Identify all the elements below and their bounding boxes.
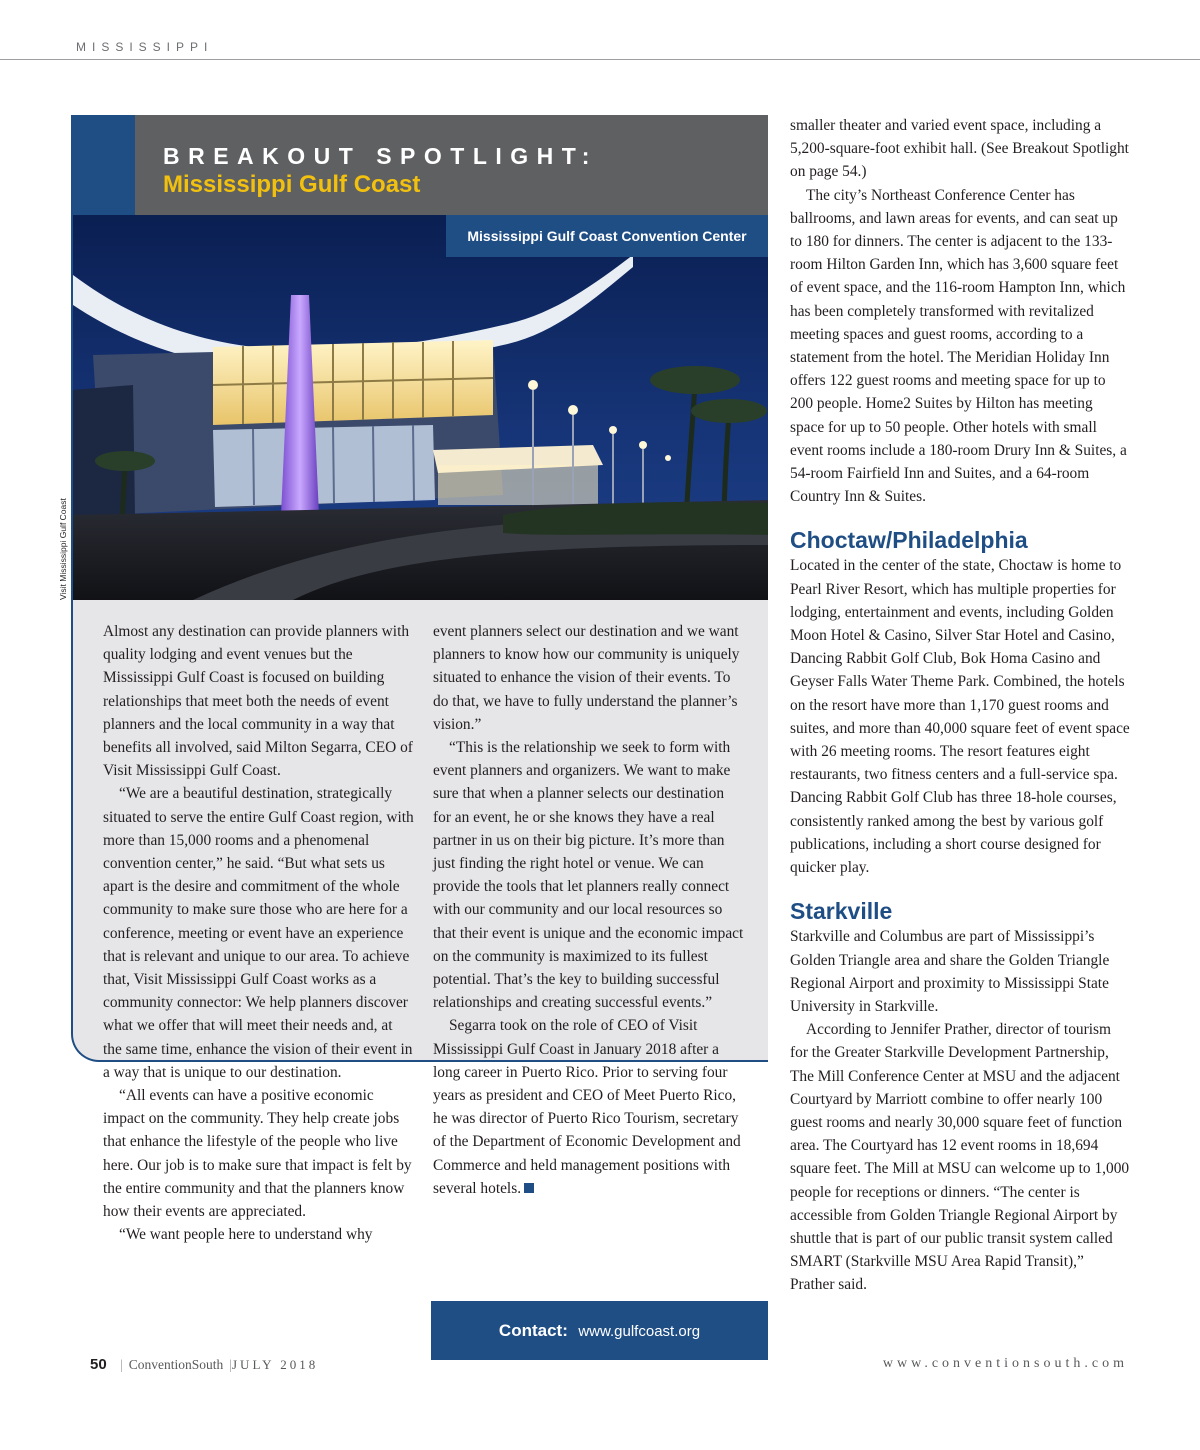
spotlight-title: Mississippi Gulf Coast <box>163 171 421 198</box>
contact-link[interactable]: www.gulfcoast.org <box>578 1323 701 1340</box>
paragraph-text: Segarra took on the role of CEO of Visit Mississippi Gulf Coast in January 2018 after a long career in Puerto Rico. Prior to serving four years as president and CEO of Meet Puerto Rico, he was director of Puerto Rico Tourism, secretary of the Department of Economic Development and Commerce and held management positions with several hotels. <box>433 1017 741 1197</box>
spotlight-accent-bar <box>73 115 135 215</box>
section-heading-choctaw: Choctaw/Philadelphia <box>790 527 1028 554</box>
paragraph: “All events can have a positive economic impact on the community. They help create jobs that enhance the lifestyle of the people who live here. Our job is to make sure that impact is felt by the entire community and that the planners know how their events are appreciated. <box>103 1087 412 1221</box>
contact-label: Contact: <box>498 1321 568 1340</box>
paragraph: event planners select our destination and we want planners to know how our community is uniquely situated to enhance the vision of their events. To do that, we have to fully understand the planner’s vision.” <box>433 623 740 733</box>
paragraph: Starkville and Columbus are part of Mississippi’s Golden Triangle area and share the Golden Triangle Regional Airport and proximity to Mississippi State University in Starkville. <box>790 928 1110 1015</box>
paragraph <box>433 1014 745 1200</box>
section-label: MISSISSIPPI <box>76 40 214 54</box>
sidebar-column-right <box>433 620 745 1200</box>
end-mark-icon <box>524 1183 534 1193</box>
website: www.conventionsouth.com <box>882 1356 1128 1371</box>
section-heading-starkville: Starkville <box>790 898 893 925</box>
convention-center-illustration <box>73 215 768 600</box>
paragraph: According to Jennifer Prather, director of tourism for the Greater Starkville Development Partnership, The Mill Conference Center at MSU and the adjacent Courtyard by Marriott combine to offer nearly 100 guest rooms and nearly 30,000 square feet of function area. The Courtyard has 12 event rooms in 18,694 square feet. The Mill at MSU can welcome up to 1,000 people for receptions or dinners. “The center is accessible from Golden Triangle Regional Airport by shuttle that is part of our public transit system called SMART (Starkville MSU Area Rapid Transit),” Prather said. <box>790 1021 1130 1294</box>
paragraph: The city’s Northeast Conference Center has ballrooms, and lawn areas for events, and can seat up to 180 for dinners. The center is adjacent to the 133-room Hilton Garden Inn, which has 3,600 square feet of event space, and the 116-room Hampton Inn, which has been completely transformed with revitalized meeting spaces and guest rooms, according to a statement from the hotel. The Meridian Holiday Inn offers 122 guest rooms and meeting space for up to 200 people. Home2 Suites by Hilton has meeting space for up to 50 people. Other hotels with small event rooms include a 180-room Drury Inn & Suites, a 54-room Fairfield Inn and Suites, and a 64-room Country Inn & Suites. <box>790 186 1127 506</box>
spotlight-band <box>73 115 768 215</box>
photo-caption: Mississippi Gulf Coast Convention Center <box>446 215 768 257</box>
publication-name: | ConventionSouth | <box>120 1357 232 1372</box>
main-article-column <box>790 114 1130 1297</box>
paragraph: “We want people here to understand why <box>119 1226 373 1244</box>
sidebar-column-left <box>103 620 415 1246</box>
paragraph: Located in the center of the state, Choctaw is home to Pearl River Resort, which has multiple properties for lodging, entertainment and events, including Golden Moon Hotel & Casino, Silver Star Hotel and Casino, Dancing Rabbit Golf Club, Bok Homa Casino and Geyser Falls Water Theme Park. Combined, the hotels on the resort have more than 1,170 guest rooms and suites, and more than 40,000 square feet of event space with 26 meeting rooms. The resort features eight restaurants, two fitness centers and a full-service spa. Dancing Rabbit Golf Club has three 18-hole courses, consistently ranked among the best by various golf publications, including a short course designed for quicker play. <box>790 557 1130 877</box>
paragraph: Almost any destination can provide planners with quality lodging and event venues but the Mississippi Gulf Coast is focused on building relationships that meet both the needs of event planners and the local community in a way that benefits all involved, said Milton Segarra, CEO of Visit Mississippi Gulf Coast. <box>103 623 413 780</box>
paragraph: “This is the relationship we seek to form with event planners and organizers. We want to make sure that when a planner selects our destination for an event, he or she knows they have a real partner in us on their big picture. It’s more than just finding the right hotel or venue. We can provide the tools that let planners really connect with our community and our local resources so that their event is unique and the economic impact on the community is maximized to its fullest potential. That’s the key to building successful relationships and creating successful events.” <box>433 739 744 1012</box>
header-rule <box>0 59 1200 60</box>
contact-box <box>431 1301 768 1360</box>
issue-date: JULY 2018 <box>232 1357 319 1372</box>
paragraph: smaller theater and varied event space, including a 5,200-square-foot exhibit hall. (See Breakout Spotlight on page 54.) <box>790 117 1129 181</box>
page-number: 50 <box>90 1356 107 1373</box>
convention-center-photo <box>73 215 768 600</box>
breakout-sidebar <box>71 115 768 1340</box>
publication-text: ConventionSouth <box>128 1357 224 1372</box>
photo-credit: Visit Mississippi Gulf Coast <box>58 498 68 600</box>
spotlight-kicker: BREAKOUT SPOTLIGHT: <box>163 143 598 169</box>
paragraph: “We are a beautiful destination, strategically situated to serve the entire Gulf Coast region, with more than 15,000 rooms and a phenomenal convention center,” he said. “But what sets us apart is the desire and commitment of the whole community to make sure those who are here for a conference, meeting or event have an experience that is relevant and unique to our area. To achieve that, Visit Mississippi Gulf Coast works as a community connector: We help planners discover what we offer that will meet their needs and, at the same time, enhance the vision of their event in a way that is unique to our destination. <box>103 785 414 1081</box>
